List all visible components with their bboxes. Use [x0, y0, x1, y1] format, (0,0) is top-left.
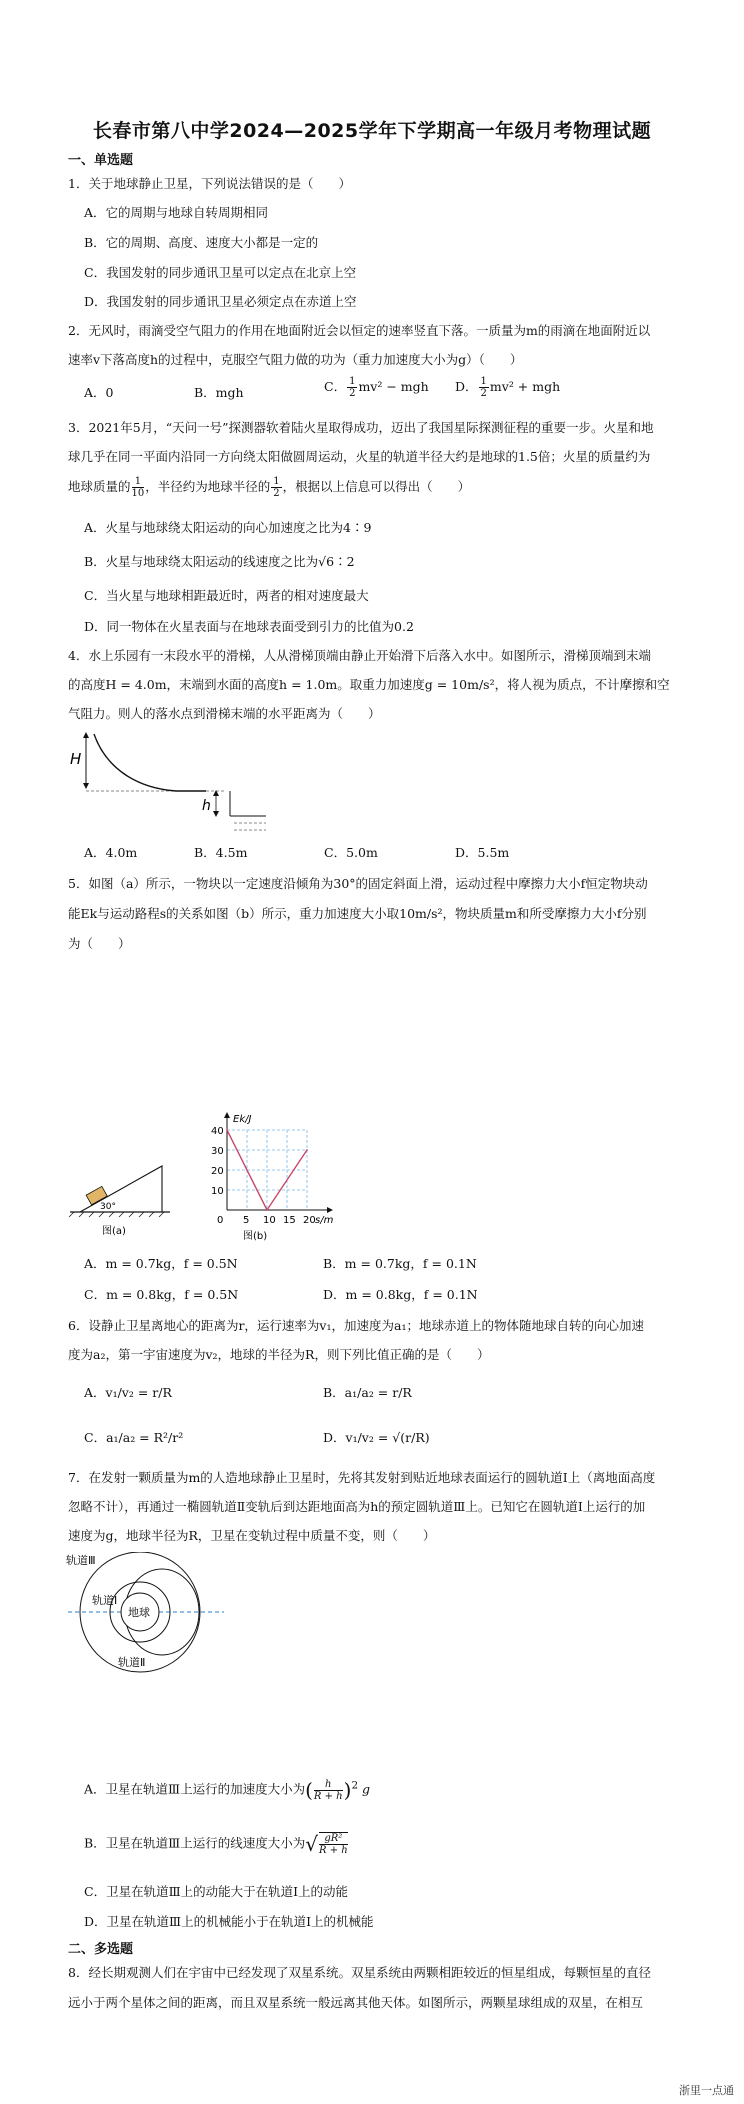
- q3-option-d: D．同一物体在火星表面与在地球表面受到引力的比值为0.2: [84, 619, 414, 634]
- q5-option-a: A．m = 0.7kg，f = 0.5N: [84, 1256, 238, 1271]
- section-heading-single: 一、单选题: [68, 153, 134, 168]
- q1-stem: 1．关于地球静止卫星，下列说法错误的是（ ）: [68, 176, 351, 191]
- y-tick-label: 10: [211, 1186, 224, 1197]
- q3-line3: 地球质量的 $\frac{1}{10}$ ，半径约为地球半径的 $\frac{1}{2}$ ，根据以上信息可以得出（ ）: [68, 476, 471, 499]
- q4-option-c: C．5.0m: [324, 845, 378, 860]
- fraction-one-tenth: $\frac{1}{10}$: [131, 476, 145, 499]
- fraction-half: $\frac{1}{2}$: [480, 376, 487, 399]
- q7-option-d: D．卫星在轨道Ⅲ上的机械能小于在轨道Ⅰ上的机械能: [84, 1914, 374, 1929]
- data-point: [266, 1209, 268, 1211]
- orbit2-label: 轨道Ⅱ: [118, 1656, 146, 1669]
- q5-line2: 能Ek与运动路程s的关系如图（b）所示，重力加速度大小取10m/s²，物块质量m和所受摩擦力大小f分别: [68, 906, 647, 921]
- orbit1-label: 轨道Ⅰ: [92, 1594, 118, 1607]
- q6-option-a: A．v₁/v₂ = r/R: [84, 1385, 172, 1400]
- ek-s-chart: [205, 1112, 365, 1242]
- x-axis-label: s/m: [315, 1215, 334, 1226]
- label-h: h: [202, 798, 211, 814]
- q8-line2: 远小于两个星体之间的距离，而且双星系统一般远离其他天体。如图所示，两颗星球组成的双星，在相互: [68, 1995, 644, 2010]
- q7-line3: 速度为g，地球半径为R，卫星在变轨过程中质量不变，则（ ）: [68, 1528, 436, 1543]
- fraction-gR2-over-Rh: $\frac{\text{gR²}}{R + h}$: [319, 1833, 348, 1856]
- slide-figure: [66, 728, 266, 838]
- earth-label: 地球: [128, 1606, 150, 1619]
- x-tick-label: 5: [243, 1215, 250, 1226]
- q3-line2: 球几乎在同一平面内沿同一方向绕太阳做圆周运动，火星的轨道半径大约是地球的1.5倍；火星的质量约为: [68, 449, 651, 464]
- q4-line2: 的高度H = 4.0m，末端到水面的高度h = 1.0m。取重力加速度g = 10m/s²，将人视为质点，不计摩擦和空: [68, 677, 670, 692]
- q3-option-c: C．当火星与地球相距最近时，两者的相对速度最大: [84, 588, 369, 603]
- q7-option-b: B．卫星在轨道Ⅲ上运行的线速度大小为√ $\frac{\text{gR²}}{R + h}$: [84, 1832, 348, 1856]
- q2-line1: 2．无风时，雨滴受空气阻力的作用在地面附近会以恒定的速率竖直下落。一质量为m的雨滴在地面附近以: [68, 323, 651, 338]
- q6-option-c: C．a₁/a₂ = R²/r²: [84, 1430, 184, 1445]
- fraction-half: $\frac{1}{2}$: [273, 476, 280, 499]
- section-heading-multi: 二、多选题: [68, 1942, 134, 1957]
- angle-label: 30°: [100, 1202, 116, 1212]
- incline-triangle: [80, 1166, 162, 1212]
- q7-line1: 7．在发射一颗质量为m的人造地球静止卫星时，先将其发射到贴近地球表面运行的圆轨道Ⅰ上（离地面高度: [68, 1470, 656, 1485]
- q2-option-d: D． $\frac{1}{2}$ mv² + mgh: [455, 376, 561, 399]
- q1-option-b: B．它的周期、高度、速度大小都是一定的: [84, 235, 319, 250]
- q6-line2: 度为a₂，第一宇宙速度为v₂，地球的半径为R，则下列比值正确的是（ ）: [68, 1347, 490, 1362]
- q6-option-d: D．v₁/v₂ = √(r/R): [323, 1430, 430, 1445]
- ground-hatch: [69, 1212, 164, 1217]
- q5-option-c: C．m = 0.8kg，f = 0.5N: [84, 1287, 239, 1302]
- arrow-head: [213, 811, 219, 817]
- q5-line1: 5．如图（a）所示，一物块以一定速度沿倾角为30°的固定斜面上滑，运动过程中摩擦力大小f恒定物块动: [68, 876, 648, 891]
- fraction-half: $\frac{1}{2}$: [349, 376, 356, 399]
- slide-curve: [94, 734, 206, 791]
- x-tick-label: 15: [283, 1215, 296, 1226]
- q3-option-a: A．火星与地球绕太阳运动的向心加速度之比为4∶9: [84, 520, 372, 535]
- footer-watermark: 浙里一点通: [679, 2084, 734, 2097]
- q4-option-b: B．4.5m: [194, 845, 248, 860]
- x-axis-arrow: [327, 1207, 333, 1213]
- y-tick-label: 30: [211, 1146, 224, 1157]
- q3-option-b: B．火星与地球绕太阳运动的线速度之比为√6∶2: [84, 554, 355, 569]
- q4-option-a: A．4.0m: [84, 845, 138, 860]
- q4-line1: 4．水上乐园有一末段水平的滑梯，人从滑梯顶端由静止开始滑下后落入水中。如图所示，滑梯顶端到末端: [68, 648, 651, 663]
- q4-option-d: D．5.5m: [455, 845, 510, 860]
- label-H: H: [70, 750, 82, 768]
- y-tick-label: 40: [211, 1126, 224, 1137]
- q2-option-a: A．0: [84, 385, 114, 400]
- q3-line1: 3．2021年5月，“天问一号”探测器软着陆火星取得成功，迈出了我国星际探测征程的重要一步。火星和地: [68, 420, 654, 435]
- orbit3-label: 轨道Ⅲ: [66, 1554, 96, 1567]
- q5-option-d: D．m = 0.8kg，f = 0.1N: [323, 1287, 478, 1302]
- x-tick-label: 10: [263, 1215, 276, 1226]
- y-axis-label: Ek/J: [233, 1114, 252, 1125]
- q1-option-a: A．它的周期与地球自转周期相同: [84, 205, 269, 220]
- orbit-figure: [66, 1552, 226, 1682]
- q2-option-c: C． $\frac{1}{2}$ mv² − mgh: [324, 376, 429, 399]
- arrow-head: [83, 732, 89, 738]
- q2-option-b: B．mgh: [194, 385, 244, 400]
- q4-line3: 气阻力。则人的落水点到滑梯末端的水平距离为（ ）: [68, 706, 381, 721]
- data-point: [226, 1129, 228, 1131]
- origin-label: 0: [217, 1215, 224, 1226]
- q7-option-c: C．卫星在轨道Ⅲ上的动能大于在轨道Ⅰ上的动能: [84, 1884, 349, 1899]
- fig-b-caption: 图(b): [243, 1231, 268, 1242]
- arrow-head: [83, 783, 89, 789]
- q7-line2: 忽略不计），再通过一椭圆轨道Ⅱ变轨后到达距地面高为h的预定圆轨道Ⅲ上。已知它在圆轨道Ⅰ上运行的加: [68, 1499, 646, 1514]
- fig-a-caption: 图(a): [102, 1226, 126, 1237]
- y-axis-arrow: [224, 1112, 230, 1118]
- fraction-h-over-Rh: $\frac{h}{R + h}$: [313, 1778, 343, 1802]
- q1-option-c: C．我国发射的同步通讯卫星可以定点在北京上空: [84, 265, 357, 280]
- q5-line3: 为（ ）: [68, 936, 131, 951]
- q2-line2: 速率v下落高度h的过程中，克服空气阻力做的功为（重力加速度大小为g）（ ）: [68, 352, 523, 367]
- page-title: 长春市第八中学2024—2025学年下学期高一年级月考物理试题: [92, 120, 652, 142]
- q5-option-b: B．m = 0.7kg，f = 0.1N: [323, 1256, 477, 1271]
- x-tick-label: 20: [303, 1215, 316, 1226]
- q7-option-a: A．卫星在轨道Ⅲ上运行的加速度大小为( $\frac{h}{R + h}$ )$^2$ g: [84, 1778, 371, 1802]
- q6-line1: 6．设静止卫星离地心的距离为r，运行速率为v₁，加速度为a₁；地球赤道上的物体随地球自转的向心加速: [68, 1318, 644, 1333]
- q8-line1: 8．经长期观测人们在宇宙中已经发现了双星系统。双星系统由两颗相距较近的恒星组成，每颗恒星的直径: [68, 1965, 651, 1980]
- q6-option-b: B．a₁/a₂ = r/R: [323, 1385, 412, 1400]
- q1-option-d: D．我国发射的同步通讯卫星必须定点在赤道上空: [84, 294, 357, 309]
- data-point: [306, 1149, 308, 1151]
- incline-figure: [66, 1160, 176, 1240]
- y-tick-label: 20: [211, 1166, 224, 1177]
